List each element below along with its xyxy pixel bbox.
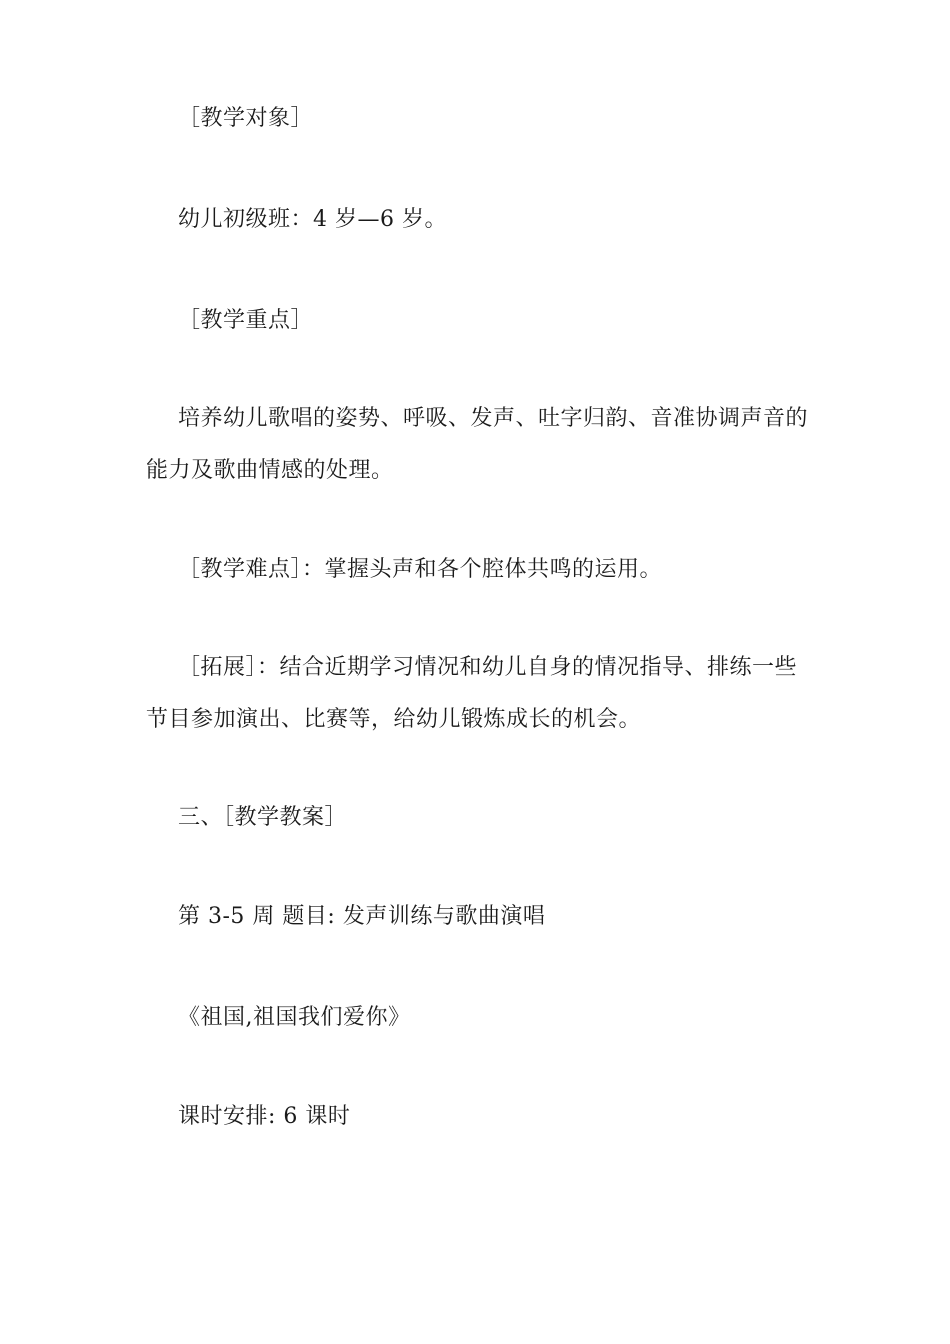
paragraph-week-topic: 第 3-5 周 题目: 发声训练与歌曲演唱 [178,904,546,929]
paragraph-target-class: 幼儿初级班：4 岁—6 岁。 [178,207,447,232]
paragraph-class-hours: 课时安排: 6 课时 [178,1104,351,1129]
section-heading-teaching-target: ［教学对象］ [178,106,314,131]
paragraph-teaching-focus: 培养幼儿歌唱的姿势、呼吸、发声、吐字归韵、音准协调声音的能力及歌曲情感的处理。 [146,406,809,483]
section-heading-teaching-plan: 三、［教学教案］ [178,805,348,830]
paragraph-extension: ［拓展］：结合近期学习情况和幼儿自身的情况指导、排练一些节目参加演出、比赛等，给幼儿锻炼成长的机会。 [146,655,798,732]
paragraph-teaching-difficulty: ［教学难点］：掌握头声和各个腔体共鸣的运用。 [178,557,663,582]
section-heading-teaching-focus: ［教学重点］ [178,308,314,333]
paragraph-song-title: 《祖国,祖国我们爱你》 [178,1005,411,1030]
